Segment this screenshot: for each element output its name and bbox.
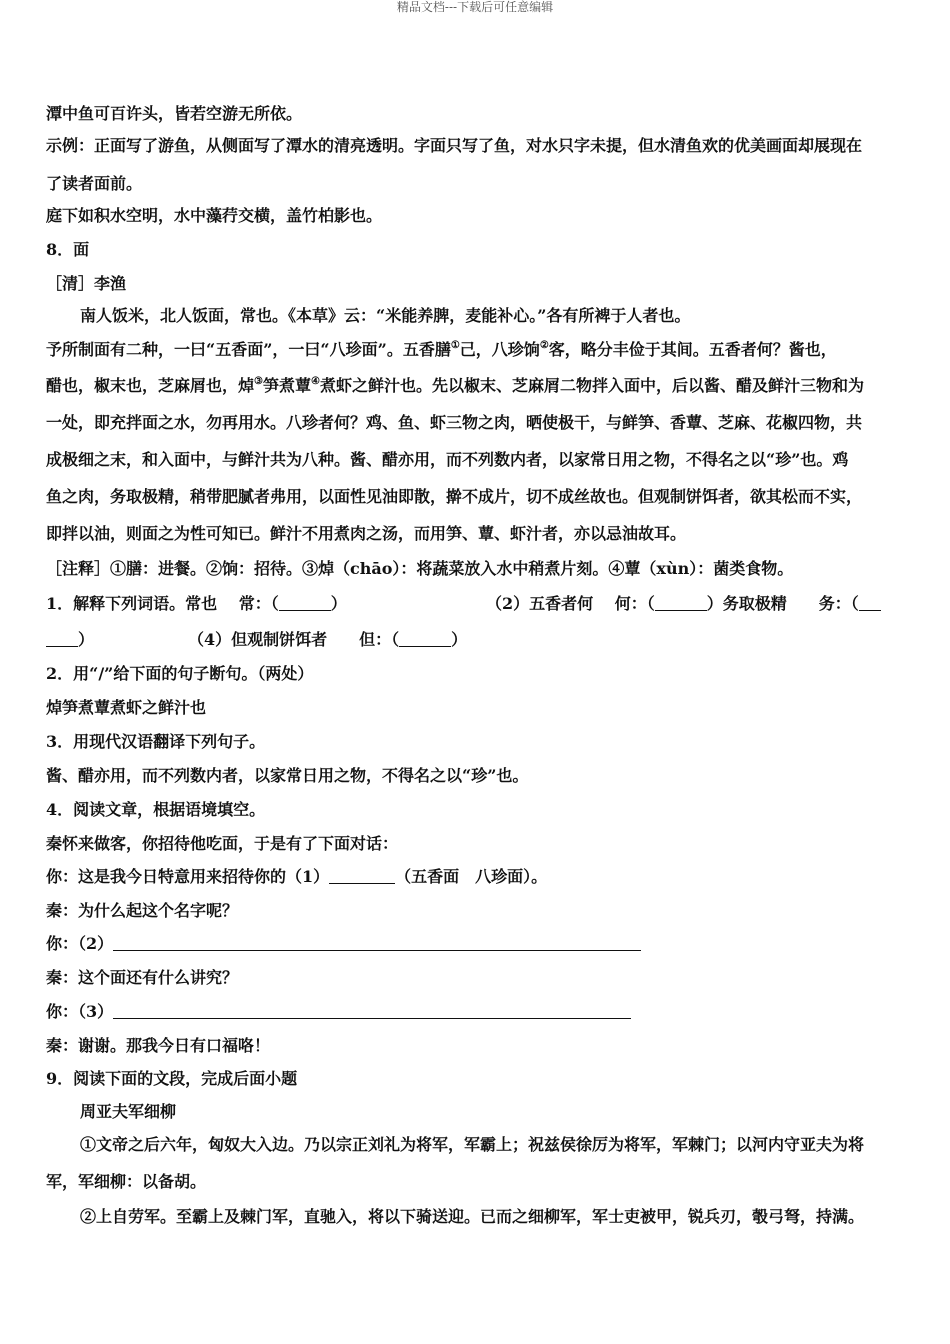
passage-line (46, 376, 864, 396)
answer-blank[interactable] (655, 594, 707, 611)
dialogue-line (46, 1002, 631, 1022)
passage-line: 军，军细柳：以备胡。 (46, 1172, 207, 1191)
dialogue-line: 秦怀来做客，你招待他吃面，于是有了下面对话： (46, 834, 399, 853)
footnote-mark: ④ (311, 376, 320, 387)
text-line: 庭下如积水空明，水中藻荇交横，盖竹柏影也。 (46, 206, 383, 225)
question-text: ） (78, 630, 95, 649)
question-1-line (46, 630, 94, 650)
dialogue-line: 秦：谢谢。那我今日有口福咯！ (46, 1036, 271, 1055)
question-heading: 8．面 (46, 240, 90, 259)
dialogue-text: 你：（2） (46, 934, 114, 953)
passage-line: 即拌以油，则面之为性可知已。鲜汁不用煮肉之汤，而用笋、蕈、虾汁者，亦以忌油故耳。 (46, 524, 687, 543)
passage-line: 成极细之末，和入面中，与鲜汁共为八种。酱、醋亦用，而不列数内者，以家常日用之物，不得名之以“珍”也。鸡 (46, 450, 849, 469)
passage-line: ①文帝之后六年，匈奴大入边。乃以宗正刘礼为将军，军霸上；祝兹侯徐厉为将军，军棘门；以河内守亚夫为将 (80, 1135, 865, 1154)
page-header: 精品文档---下载后可任意编辑 (396, 0, 554, 14)
answer-blank[interactable] (46, 630, 78, 647)
passage-line (46, 340, 837, 360)
question-text: （2）五香者何 何：（ (486, 594, 655, 613)
footnote-mark: ① (450, 340, 460, 351)
question-1-line (188, 630, 467, 650)
author-line: ［清］李渔 (46, 274, 127, 293)
dialogue-line (46, 867, 547, 887)
passage-text: 醋也，椒末也，芝麻屑也，焯 (46, 376, 255, 395)
question-heading: 2．用“/”给下面的句子断句。（两处） (46, 664, 314, 683)
question-heading: 9．阅读下面的文段，完成后面小题 (46, 1069, 298, 1088)
notes-line: ［注释］①膳：进餐。②饷：招待。③焯（chāo）：将蔬菜放入水中稍煮片刻。④蕈（xùn）：菌类食物。 (46, 559, 794, 578)
dialogue-text: （五香面 八珍面）。 (395, 867, 548, 886)
passage-line: ②上自劳军。至霸上及棘门军，直驰入，将以下骑送迎。已而之细柳军，军士吏被甲，锐兵刃，彀弓弩，持满。 (80, 1207, 865, 1226)
question-text: ） (330, 594, 347, 613)
passage-text: 煮虾之鲜汁也。先以椒末、芝麻屑二物拌入面中，后以酱、醋及鲜汁三物和为 (319, 376, 864, 395)
question-text: （4）但观制饼饵者 但：（ (188, 630, 400, 649)
question-1-line (486, 594, 881, 614)
footnote-mark: ③ (254, 376, 263, 387)
dialogue-text: 你：这是我今日特意用来招待你的（1） (46, 867, 330, 886)
text-line: 示例：正面写了游鱼，从侧面写了潭水的清亮透明。字面只写了鱼，对水只字未提，但水清鱼欢的优美画面却展现在 (46, 136, 863, 155)
sentence-line: 焯笋煮蕈煮虾之鲜汁也 (46, 698, 207, 717)
question-heading: 4．阅读文章，根据语境填空。 (46, 800, 266, 819)
text-line: 了读者面前。 (46, 174, 143, 193)
answer-blank[interactable] (859, 594, 881, 611)
passage-text: 己，八珍饷 (459, 340, 540, 359)
answer-blank[interactable] (279, 594, 331, 611)
sentence-line: 酱、醋亦用，而不列数内者，以家常日用之物，不得名之以“珍”也。 (46, 766, 529, 785)
question-text: 1．解释下列词语。常也 常：（ (46, 594, 279, 613)
answer-blank[interactable] (113, 934, 641, 951)
passage-line: 一处，即充拌面之水，勿再用水。八珍者何？鸡、鱼、虾三物之肉，晒使极干，与鲜笋、香蕈、芝麻、花椒四物，共 (46, 413, 863, 432)
passage-title: 周亚夫军细柳 (80, 1102, 177, 1121)
passage-text: 予所制面有二种，一曰“五香面”，一曰“八珍面”。五香膳 (46, 340, 451, 359)
dialogue-text: 你：（3） (46, 1002, 114, 1021)
answer-blank[interactable] (113, 1002, 631, 1019)
passage-line: 鱼之肉，务取极精，稍带肥腻者弗用，以面性见油即散，擀不成片，切不成丝故也。但观制饼饵者，欲其松而不实， (46, 487, 863, 506)
dialogue-line: 秦：为什么起这个名字呢？ (46, 901, 239, 920)
question-1-line (46, 594, 347, 614)
passage-line: 南人饭米，北人饭面，常也。《本草》云：“米能养脾，麦能补心。”各有所裨于人者也。 (80, 306, 691, 325)
question-text: ）务取极精 务：（ (706, 594, 859, 613)
text-line: 潭中鱼可百许头，皆若空游无所依。 (46, 104, 303, 123)
passage-text: 笋煮蕈 (262, 376, 311, 395)
dialogue-line: 秦：这个面还有什么讲究？ (46, 968, 239, 987)
question-text: ） (451, 630, 468, 649)
question-heading: 3．用现代汉语翻译下列句子。 (46, 732, 266, 751)
footnote-mark: ② (539, 340, 549, 351)
answer-blank[interactable] (329, 867, 395, 884)
answer-blank[interactable] (399, 630, 451, 647)
passage-text: 客，略分丰俭于其间。五香者何？酱也， (548, 340, 837, 359)
dialogue-line (46, 934, 641, 954)
